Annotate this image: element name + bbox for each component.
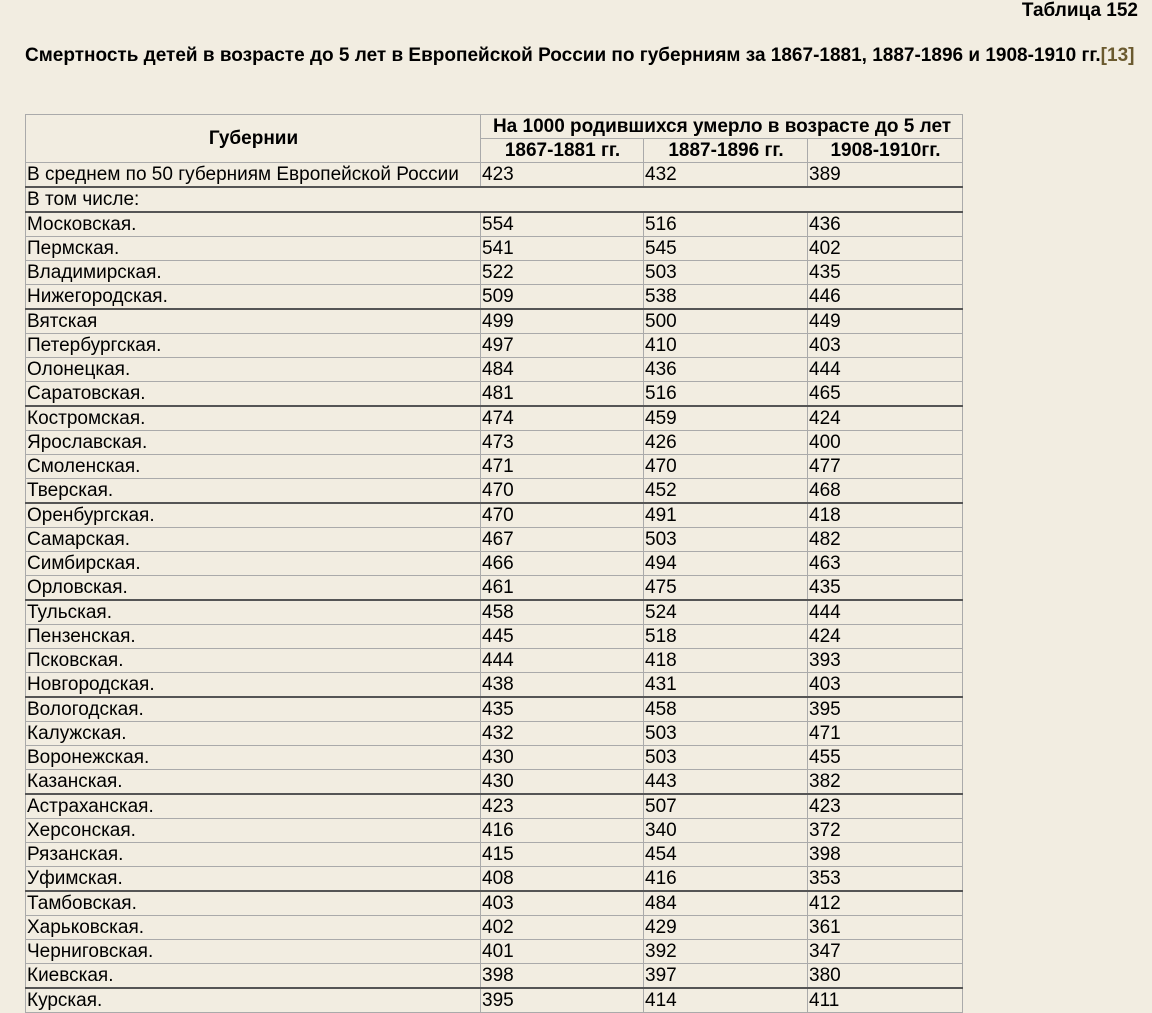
value-1887-1896: 392 <box>644 940 808 964</box>
average-row <box>26 163 963 188</box>
table-row <box>26 625 963 649</box>
table-row <box>26 334 963 358</box>
table-number: Таблица 152 <box>1021 0 1138 21</box>
value-1867-1881: 474 <box>481 406 644 431</box>
table-row <box>26 891 963 916</box>
value-1867-1881: 461 <box>481 576 644 601</box>
header-period-3: 1908-1910гг. <box>808 139 963 163</box>
value-1887-1896: 418 <box>644 649 808 673</box>
province-name: Харьковская. <box>26 916 481 940</box>
average-label: В среднем по 50 губерниям Европейской России <box>26 163 481 188</box>
value-1867-1881: 435 <box>481 697 644 722</box>
value-1908-1910: 423 <box>808 794 963 819</box>
table-row <box>26 843 963 867</box>
province-name: Вятская <box>26 309 481 334</box>
value-1887-1896: 516 <box>644 212 808 237</box>
value-1887-1896: 545 <box>644 237 808 261</box>
mortality-table <box>25 114 963 1013</box>
province-name: Тульская. <box>26 600 481 625</box>
value-1908-1910: 400 <box>808 431 963 455</box>
value-1867-1881: 509 <box>481 285 644 310</box>
province-name: Калужская. <box>26 722 481 746</box>
value-1867-1881: 402 <box>481 916 644 940</box>
table-row <box>26 697 963 722</box>
value-1867-1881: 470 <box>481 503 644 528</box>
value-1908-1910: 482 <box>808 528 963 552</box>
province-name: Тамбовская. <box>26 891 481 916</box>
province-name: Симбирская. <box>26 552 481 576</box>
table-row <box>26 819 963 843</box>
value-1887-1896: 410 <box>644 334 808 358</box>
value-1908-1910: 395 <box>808 697 963 722</box>
table-row <box>26 722 963 746</box>
value-1867-1881: 497 <box>481 334 644 358</box>
province-name: Оренбургская. <box>26 503 481 528</box>
province-name: Костромская. <box>26 406 481 431</box>
table-row <box>26 794 963 819</box>
value-1908-1910: 372 <box>808 819 963 843</box>
value-1887-1896: 507 <box>644 794 808 819</box>
value-1908-1910: 477 <box>808 455 963 479</box>
value-1887-1896: 516 <box>644 382 808 407</box>
subheader-label: В том числе: <box>26 187 963 212</box>
province-name: Ярославская. <box>26 431 481 455</box>
value-1887-1896: 470 <box>644 455 808 479</box>
value-1908-1910: 382 <box>808 770 963 795</box>
value-1867-1881: 470 <box>481 479 644 504</box>
province-name: Курская. <box>26 988 481 1013</box>
value-1908-1910: 424 <box>808 625 963 649</box>
table-row <box>26 237 963 261</box>
table-row <box>26 479 963 504</box>
value-1887-1896: 503 <box>644 528 808 552</box>
value-1887-1896: 397 <box>644 964 808 989</box>
value-1908-1910: 465 <box>808 382 963 407</box>
value-1887-1896: 491 <box>644 503 808 528</box>
header-row-top <box>26 115 963 139</box>
value-1887-1896: 414 <box>644 988 808 1013</box>
value-1887-1896: 452 <box>644 479 808 504</box>
subheader-row <box>26 187 963 212</box>
value-1908-1910: 380 <box>808 964 963 989</box>
table-row <box>26 867 963 892</box>
table-row <box>26 309 963 334</box>
table-row <box>26 431 963 455</box>
province-name: Херсонская. <box>26 819 481 843</box>
header-period-2: 1887-1896 гг. <box>644 139 808 163</box>
table-row <box>26 673 963 698</box>
value-1887-1896: 484 <box>644 891 808 916</box>
header-group: На 1000 родившихся умерло в возрасте до 5 лет <box>481 115 963 139</box>
province-name: Олонецкая. <box>26 358 481 382</box>
value-1887-1896: 518 <box>644 625 808 649</box>
value-1867-1881: 401 <box>481 940 644 964</box>
value-1887-1896: 426 <box>644 431 808 455</box>
value-1887-1896: 340 <box>644 819 808 843</box>
value-1887-1896: 431 <box>644 673 808 698</box>
value-1887-1896: 459 <box>644 406 808 431</box>
province-name: Нижегородская. <box>26 285 481 310</box>
value-1908-1910: 463 <box>808 552 963 576</box>
value-1887-1896: 500 <box>644 309 808 334</box>
value-1908-1910: 403 <box>808 673 963 698</box>
value-1867-1881: 430 <box>481 770 644 795</box>
value-1867-1881: 522 <box>481 261 644 285</box>
value-1908-1910: 444 <box>808 358 963 382</box>
value-1867-1881: 473 <box>481 431 644 455</box>
value-1908-1910: 436 <box>808 212 963 237</box>
table-row <box>26 600 963 625</box>
value-1887-1896: 524 <box>644 600 808 625</box>
value-1867-1881: 445 <box>481 625 644 649</box>
average-value-3: 389 <box>808 163 963 188</box>
province-name: Владимирская. <box>26 261 481 285</box>
value-1908-1910: 435 <box>808 261 963 285</box>
province-name: Орловская. <box>26 576 481 601</box>
value-1867-1881: 423 <box>481 794 644 819</box>
value-1908-1910: 446 <box>808 285 963 310</box>
average-value-1: 423 <box>481 163 644 188</box>
table-row <box>26 406 963 431</box>
value-1887-1896: 475 <box>644 576 808 601</box>
value-1908-1910: 424 <box>808 406 963 431</box>
province-name: Астраханская. <box>26 794 481 819</box>
header-province: Губернии <box>26 115 481 163</box>
value-1908-1910: 449 <box>808 309 963 334</box>
value-1867-1881: 403 <box>481 891 644 916</box>
table-row <box>26 528 963 552</box>
province-name: Казанская. <box>26 770 481 795</box>
table-row <box>26 964 963 989</box>
value-1908-1910: 353 <box>808 867 963 892</box>
province-name: Пензенская. <box>26 625 481 649</box>
table-row <box>26 940 963 964</box>
value-1908-1910: 435 <box>808 576 963 601</box>
value-1908-1910: 412 <box>808 891 963 916</box>
table-row <box>26 649 963 673</box>
value-1867-1881: 467 <box>481 528 644 552</box>
value-1908-1910: 402 <box>808 237 963 261</box>
value-1908-1910: 347 <box>808 940 963 964</box>
average-value-2: 432 <box>644 163 808 188</box>
province-name: Псковская. <box>26 649 481 673</box>
value-1867-1881: 430 <box>481 746 644 770</box>
value-1867-1881: 415 <box>481 843 644 867</box>
value-1908-1910: 398 <box>808 843 963 867</box>
value-1887-1896: 416 <box>644 867 808 892</box>
value-1867-1881: 395 <box>481 988 644 1013</box>
province-name: Московская. <box>26 212 481 237</box>
title-text: Смертность детей в возрасте до 5 лет в Европейской России по губерниям за 1867-1881, 1887-1896 и 1908-1910 гг. <box>25 45 1101 66</box>
value-1867-1881: 444 <box>481 649 644 673</box>
table-row <box>26 261 963 285</box>
table-row <box>26 455 963 479</box>
value-1908-1910: 393 <box>808 649 963 673</box>
province-name: Рязанская. <box>26 843 481 867</box>
value-1867-1881: 458 <box>481 600 644 625</box>
table-row <box>26 770 963 795</box>
table-row <box>26 285 963 310</box>
province-name: Черниговская. <box>26 940 481 964</box>
value-1867-1881: 398 <box>481 964 644 989</box>
value-1887-1896: 538 <box>644 285 808 310</box>
table-row <box>26 212 963 237</box>
value-1887-1896: 503 <box>644 261 808 285</box>
table-row <box>26 382 963 407</box>
value-1887-1896: 503 <box>644 722 808 746</box>
value-1867-1881: 554 <box>481 212 644 237</box>
province-name: Пермская. <box>26 237 481 261</box>
value-1867-1881: 466 <box>481 552 644 576</box>
value-1867-1881: 484 <box>481 358 644 382</box>
table-row <box>26 916 963 940</box>
table-body <box>26 163 963 1013</box>
value-1908-1910: 468 <box>808 479 963 504</box>
province-name: Киевская. <box>26 964 481 989</box>
value-1908-1910: 411 <box>808 988 963 1013</box>
table-row <box>26 552 963 576</box>
province-name: Уфимская. <box>26 867 481 892</box>
value-1887-1896: 494 <box>644 552 808 576</box>
value-1867-1881: 499 <box>481 309 644 334</box>
province-name: Саратовская. <box>26 382 481 407</box>
table-row <box>26 503 963 528</box>
page-title <box>25 44 1140 67</box>
value-1867-1881: 438 <box>481 673 644 698</box>
value-1908-1910: 418 <box>808 503 963 528</box>
value-1867-1881: 541 <box>481 237 644 261</box>
value-1887-1896: 503 <box>644 746 808 770</box>
province-name: Петербургская. <box>26 334 481 358</box>
value-1867-1881: 481 <box>481 382 644 407</box>
value-1908-1910: 403 <box>808 334 963 358</box>
value-1887-1896: 454 <box>644 843 808 867</box>
value-1908-1910: 361 <box>808 916 963 940</box>
province-name: Тверская. <box>26 479 481 504</box>
table-row <box>26 576 963 601</box>
header-period-1: 1867-1881 гг. <box>481 139 644 163</box>
value-1887-1896: 429 <box>644 916 808 940</box>
province-name: Новгородская. <box>26 673 481 698</box>
value-1867-1881: 471 <box>481 455 644 479</box>
table-row <box>26 988 963 1013</box>
footnote-link[interactable]: [13] <box>1100 45 1135 66</box>
province-name: Самарская. <box>26 528 481 552</box>
value-1908-1910: 455 <box>808 746 963 770</box>
table-row <box>26 358 963 382</box>
province-name: Смоленская. <box>26 455 481 479</box>
value-1867-1881: 416 <box>481 819 644 843</box>
table-row <box>26 746 963 770</box>
value-1867-1881: 408 <box>481 867 644 892</box>
value-1887-1896: 443 <box>644 770 808 795</box>
value-1867-1881: 432 <box>481 722 644 746</box>
value-1887-1896: 458 <box>644 697 808 722</box>
value-1887-1896: 436 <box>644 358 808 382</box>
value-1908-1910: 471 <box>808 722 963 746</box>
province-name: Вологодская. <box>26 697 481 722</box>
province-name: Воронежская. <box>26 746 481 770</box>
value-1908-1910: 444 <box>808 600 963 625</box>
